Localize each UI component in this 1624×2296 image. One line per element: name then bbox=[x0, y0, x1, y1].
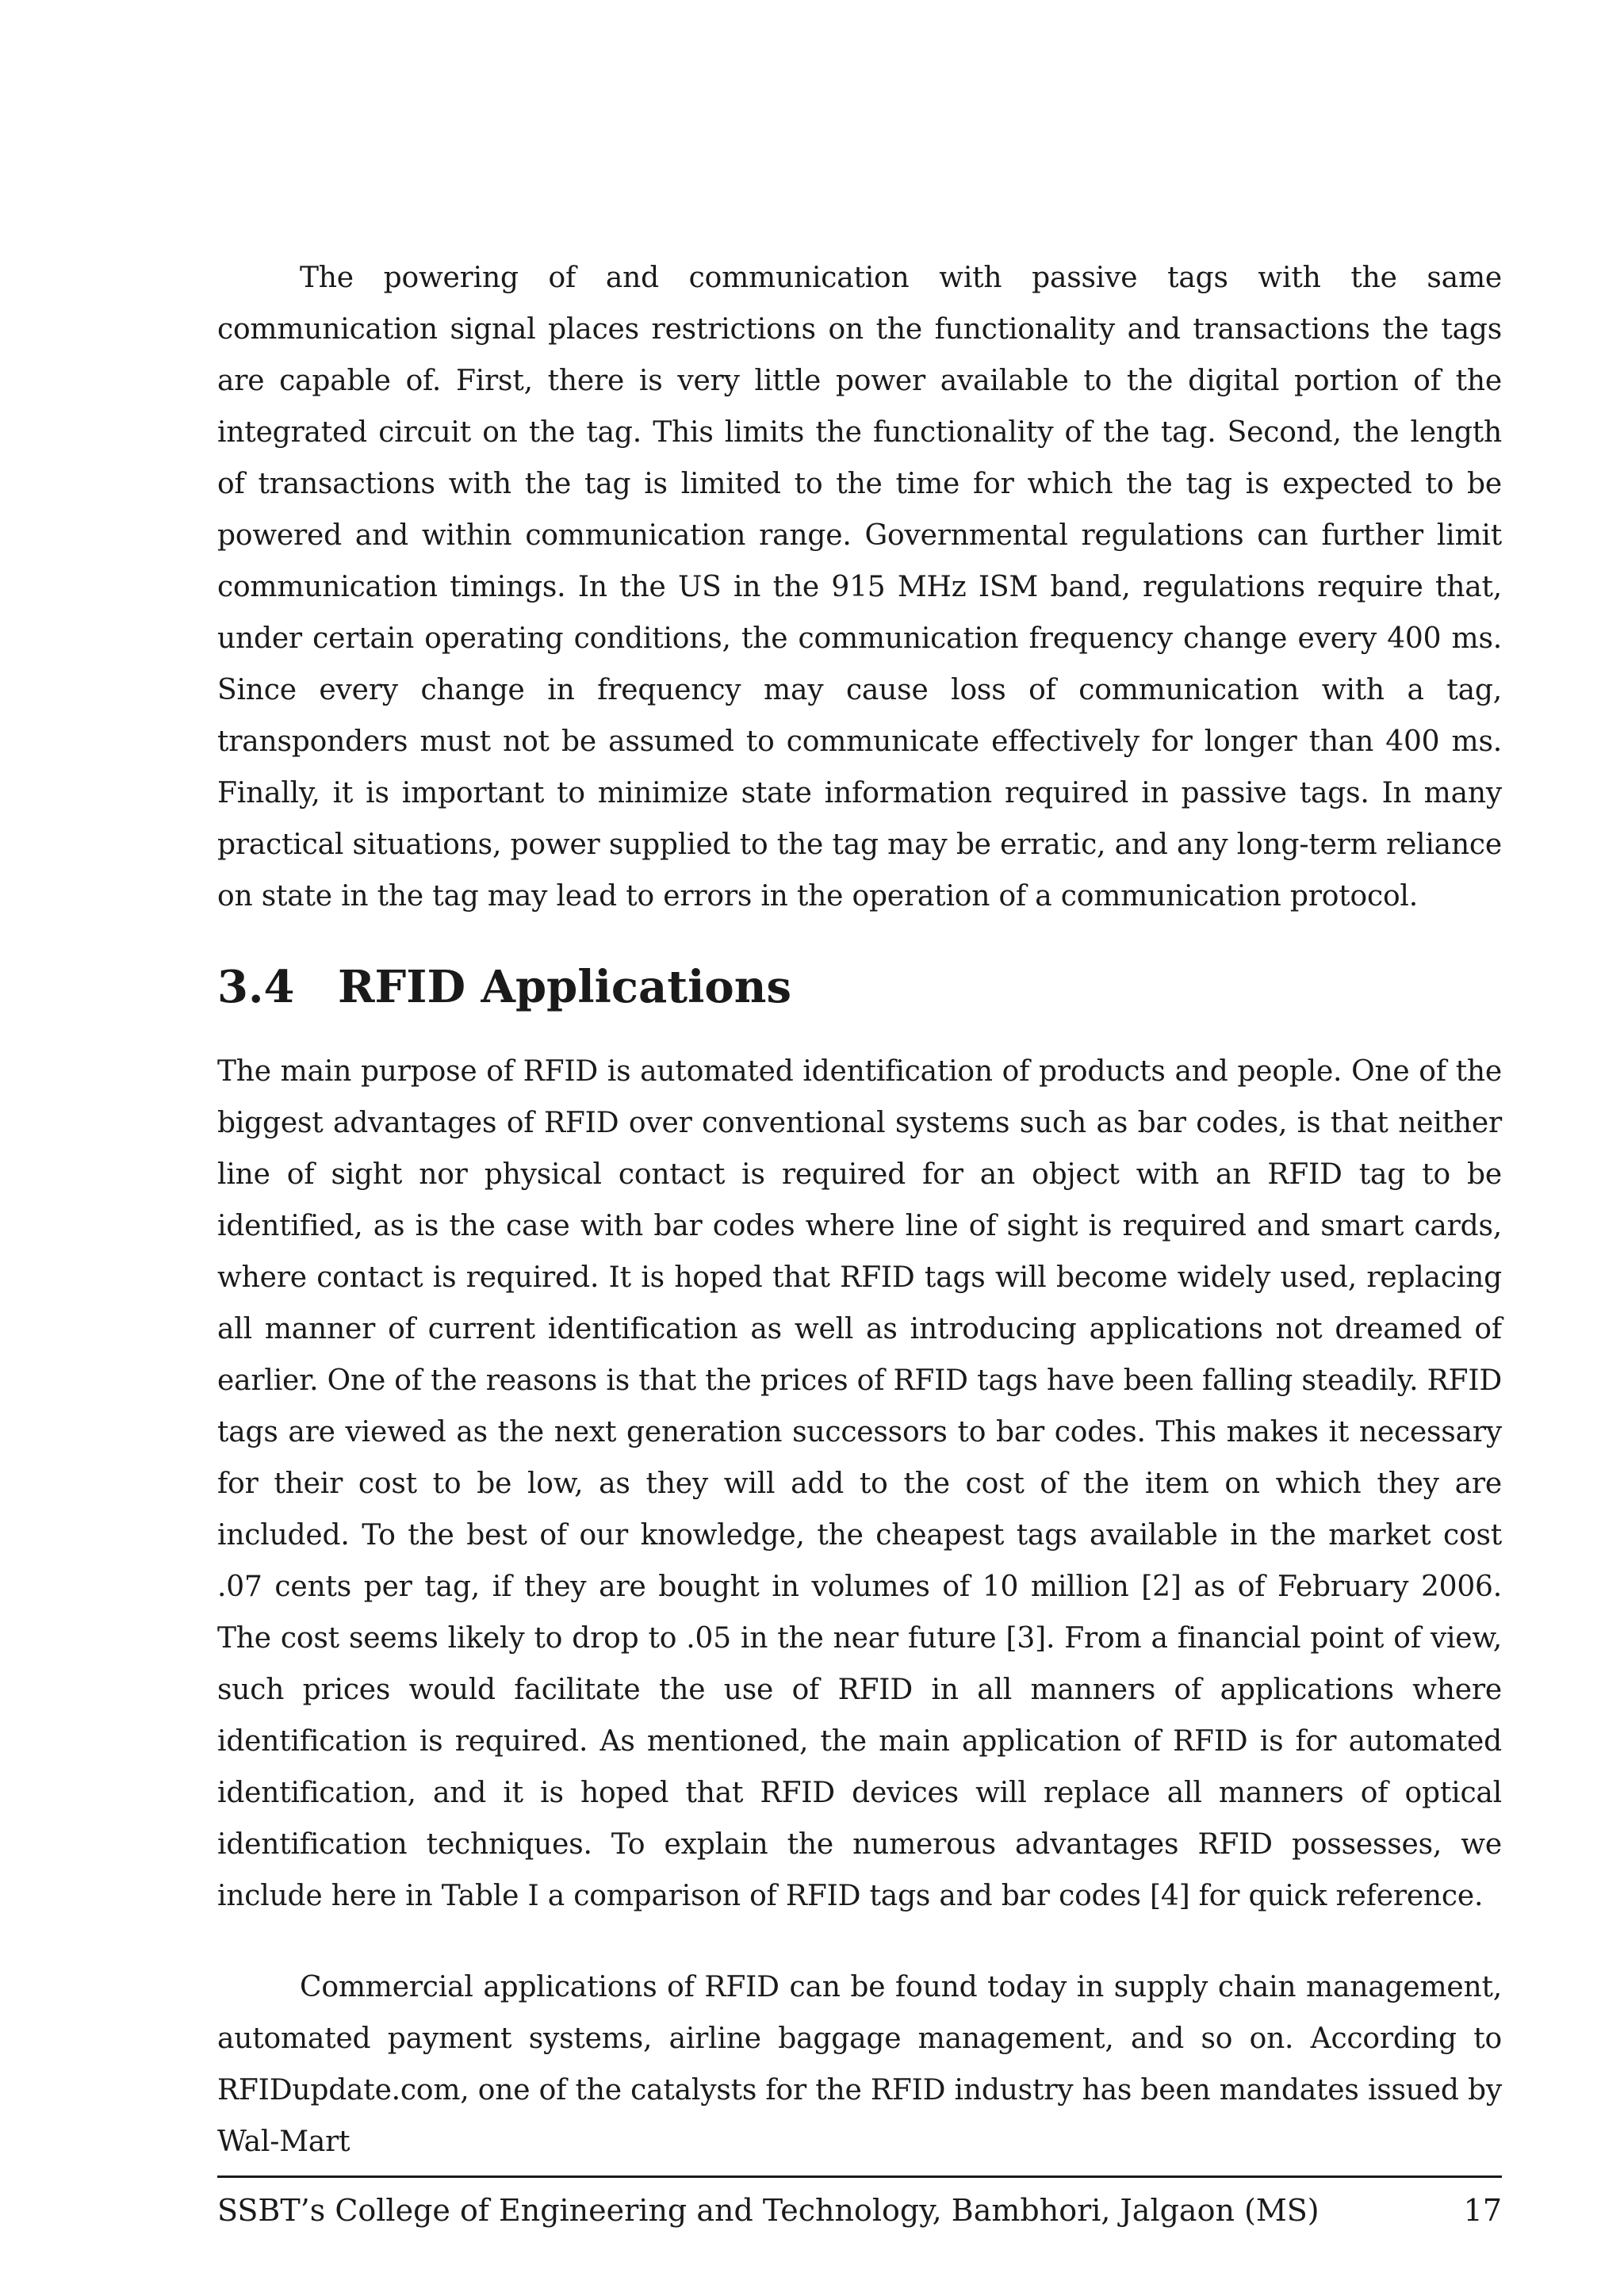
footer-divider bbox=[217, 2175, 1502, 2178]
footer-institution: SSBT’s College of Engineering and Technology, Bambhori, Jalgaon (MS) bbox=[217, 2193, 1320, 2228]
section-title: RFID Applications bbox=[338, 961, 791, 1013]
paragraph-commercial-applications: Commercial applications of RFID can be found today in supply chain management, automated payment systems, airline baggage management, and so on. According to RFIDupdate.com, one of the catalysts for the RFID industry has been mandates issued by Wal-Mart bbox=[217, 1971, 1502, 2158]
page-footer bbox=[217, 2175, 1502, 2230]
page-body bbox=[217, 252, 1502, 2168]
section-number: 3.4 bbox=[217, 961, 295, 1013]
page-number: 17 bbox=[1463, 2193, 1502, 2228]
paragraph-passive-tags: The powering of and communication with passive tags with the same communication signal places restrictions on the functionality and transactions the tags are capable of. First, there is very little power available to the digital portion of the integrated circuit on the tag. This limits the functionality of the tag. Second, the length of transactions with the tag is limited to the time for which the tag is expected to be powered and within communication range. Governmental regulations can further limit communication timings. In the US in the 915 MHz ISM band, regulations require that, under certain operating conditions, the communication frequency change every 400 ms. Since every change in frequency may cause loss of communication with a tag, transponders must not be assumed to communicate effectively for longer than 400 ms. Finally, it is important to minimize state information required in passive tags. In many practical situations, power supplied to the tag may be erratic, and any long-term reliance on state in the tag may lead to errors in the operation of a communication protocol. bbox=[217, 262, 1502, 913]
section-heading bbox=[217, 959, 1502, 1016]
footer-line bbox=[217, 2191, 1502, 2230]
paragraph-rfid-purpose: The main purpose of RFID is automated identification of products and people. One of the biggest advantages of RFID over conventional systems such as bar codes, is that neither line of sight nor physical contact is required for an object with an RFID tag to be identified, as is the case with bar codes where line of sight is required and smart cards, where contact is required. It is hoped that RFID tags will become widely used, replacing all manner of current identification as well as introducing applications not dreamed of earlier. One of the reasons is that the prices of RFID tags have been falling steadily. RFID tags are viewed as the next generation successors to bar codes. This makes it necessary for their cost to be low, as they will add to the cost of the item on which they are included. To the best of our knowledge, the cheapest tags available in the market cost .07 cents per tag, if they are bought in volumes of 10 million [2] as of February 2006. The cost seems likely to drop to .05 in the near future [3]. From a financial point of view, such prices would facilitate the use of RFID in all manners of applications where identification is required. As mentioned, the main application of RFID is for automated identification, and it is hoped that RFID devices will replace all manners of optical identification techniques. To explain the numerous advantages RFID possesses, we include here in Table I a comparison of RFID tags and bar codes [4] for quick reference. bbox=[217, 1055, 1502, 1912]
